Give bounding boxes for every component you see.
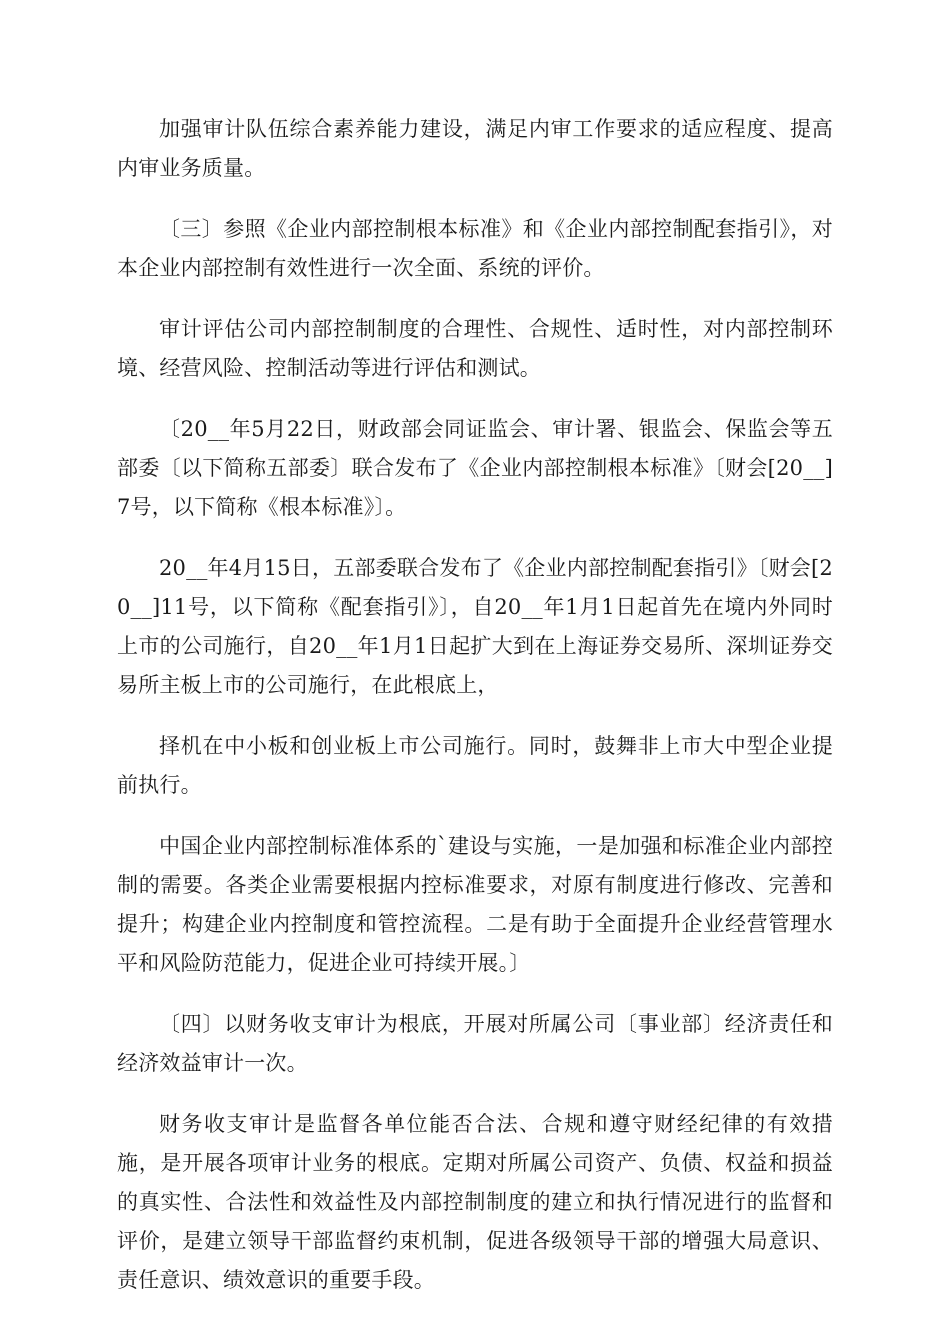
paragraph-section-four: 〔四〕以财务收支审计为根底，开展对所属公司〔事业部〕经济责任和经济效益审计一次。: [117, 1012, 833, 1075]
paragraph-basic-standard: 〔20__年5月22日，财政部会同证监会、审计署、银监会、保监会等五部委〔以下简称五部委〕联合发布了《企业内部控制根本标准》〔财会[20__]7号，以下简称《根本标准》〕。: [117, 417, 833, 519]
document-body: [117, 110, 833, 1322]
paragraph-audit-evaluation: 审计评估公司内部控制制度的合理性、合规性、适时性，对内部控制环境、经营风险、控制活动等进行评估和测试。: [117, 317, 833, 380]
paragraph-sme-board: 择机在中小板和创业板上市公司施行。同时，鼓舞非上市大中型企业提前执行。: [117, 734, 833, 797]
paragraph-team-building: 加强审计队伍综合素养能力建设，满足内审工作要求的适应程度、提高内审业务质量。: [117, 117, 833, 180]
paragraph-financial-audit: 财务收支审计是监督各单位能否合法、合规和遵守财经纪律的有效措施，是开展各项审计业务的根底。定期对所属公司资产、负债、权益和损益的真实性、合法性和效益性及内部控制制度的建立和执行情况进行的监督和评价，是建立领导干部监督约束机制，促进各级领导干部的增强大局意识、责任意识、绩效意识的重要手段。: [117, 1112, 833, 1292]
paragraph-standard-system: 中国企业内部控制标准体系的`建设与实施，一是加强和标准企业内部控制的需要。各类企业需要根据内控标准要求，对原有制度进行修改、完善和提升；构建企业内控制度和管控流程。二是有助于全面提升企业经营管理水平和风险防范能力，促进企业可持续开展。〕: [117, 834, 833, 975]
paragraph-supporting-guidelines: 20__年4月15日，五部委联合发布了《企业内部控制配套指引》〔财会[20__]11号，以下简称《配套指引》〕，自20__年1月1日起首先在境内外同时上市的公司施行，自20__年1月1日起扩大到在上海证券交易所、深圳证券交易所主板上市的公司施行，在此根底上，: [117, 556, 833, 697]
paragraph-section-three: 〔三〕参照《企业内部控制根本标准》和《企业内部控制配套指引》，对本企业内部控制有效性进行一次全面、系统的评价。: [117, 217, 833, 280]
